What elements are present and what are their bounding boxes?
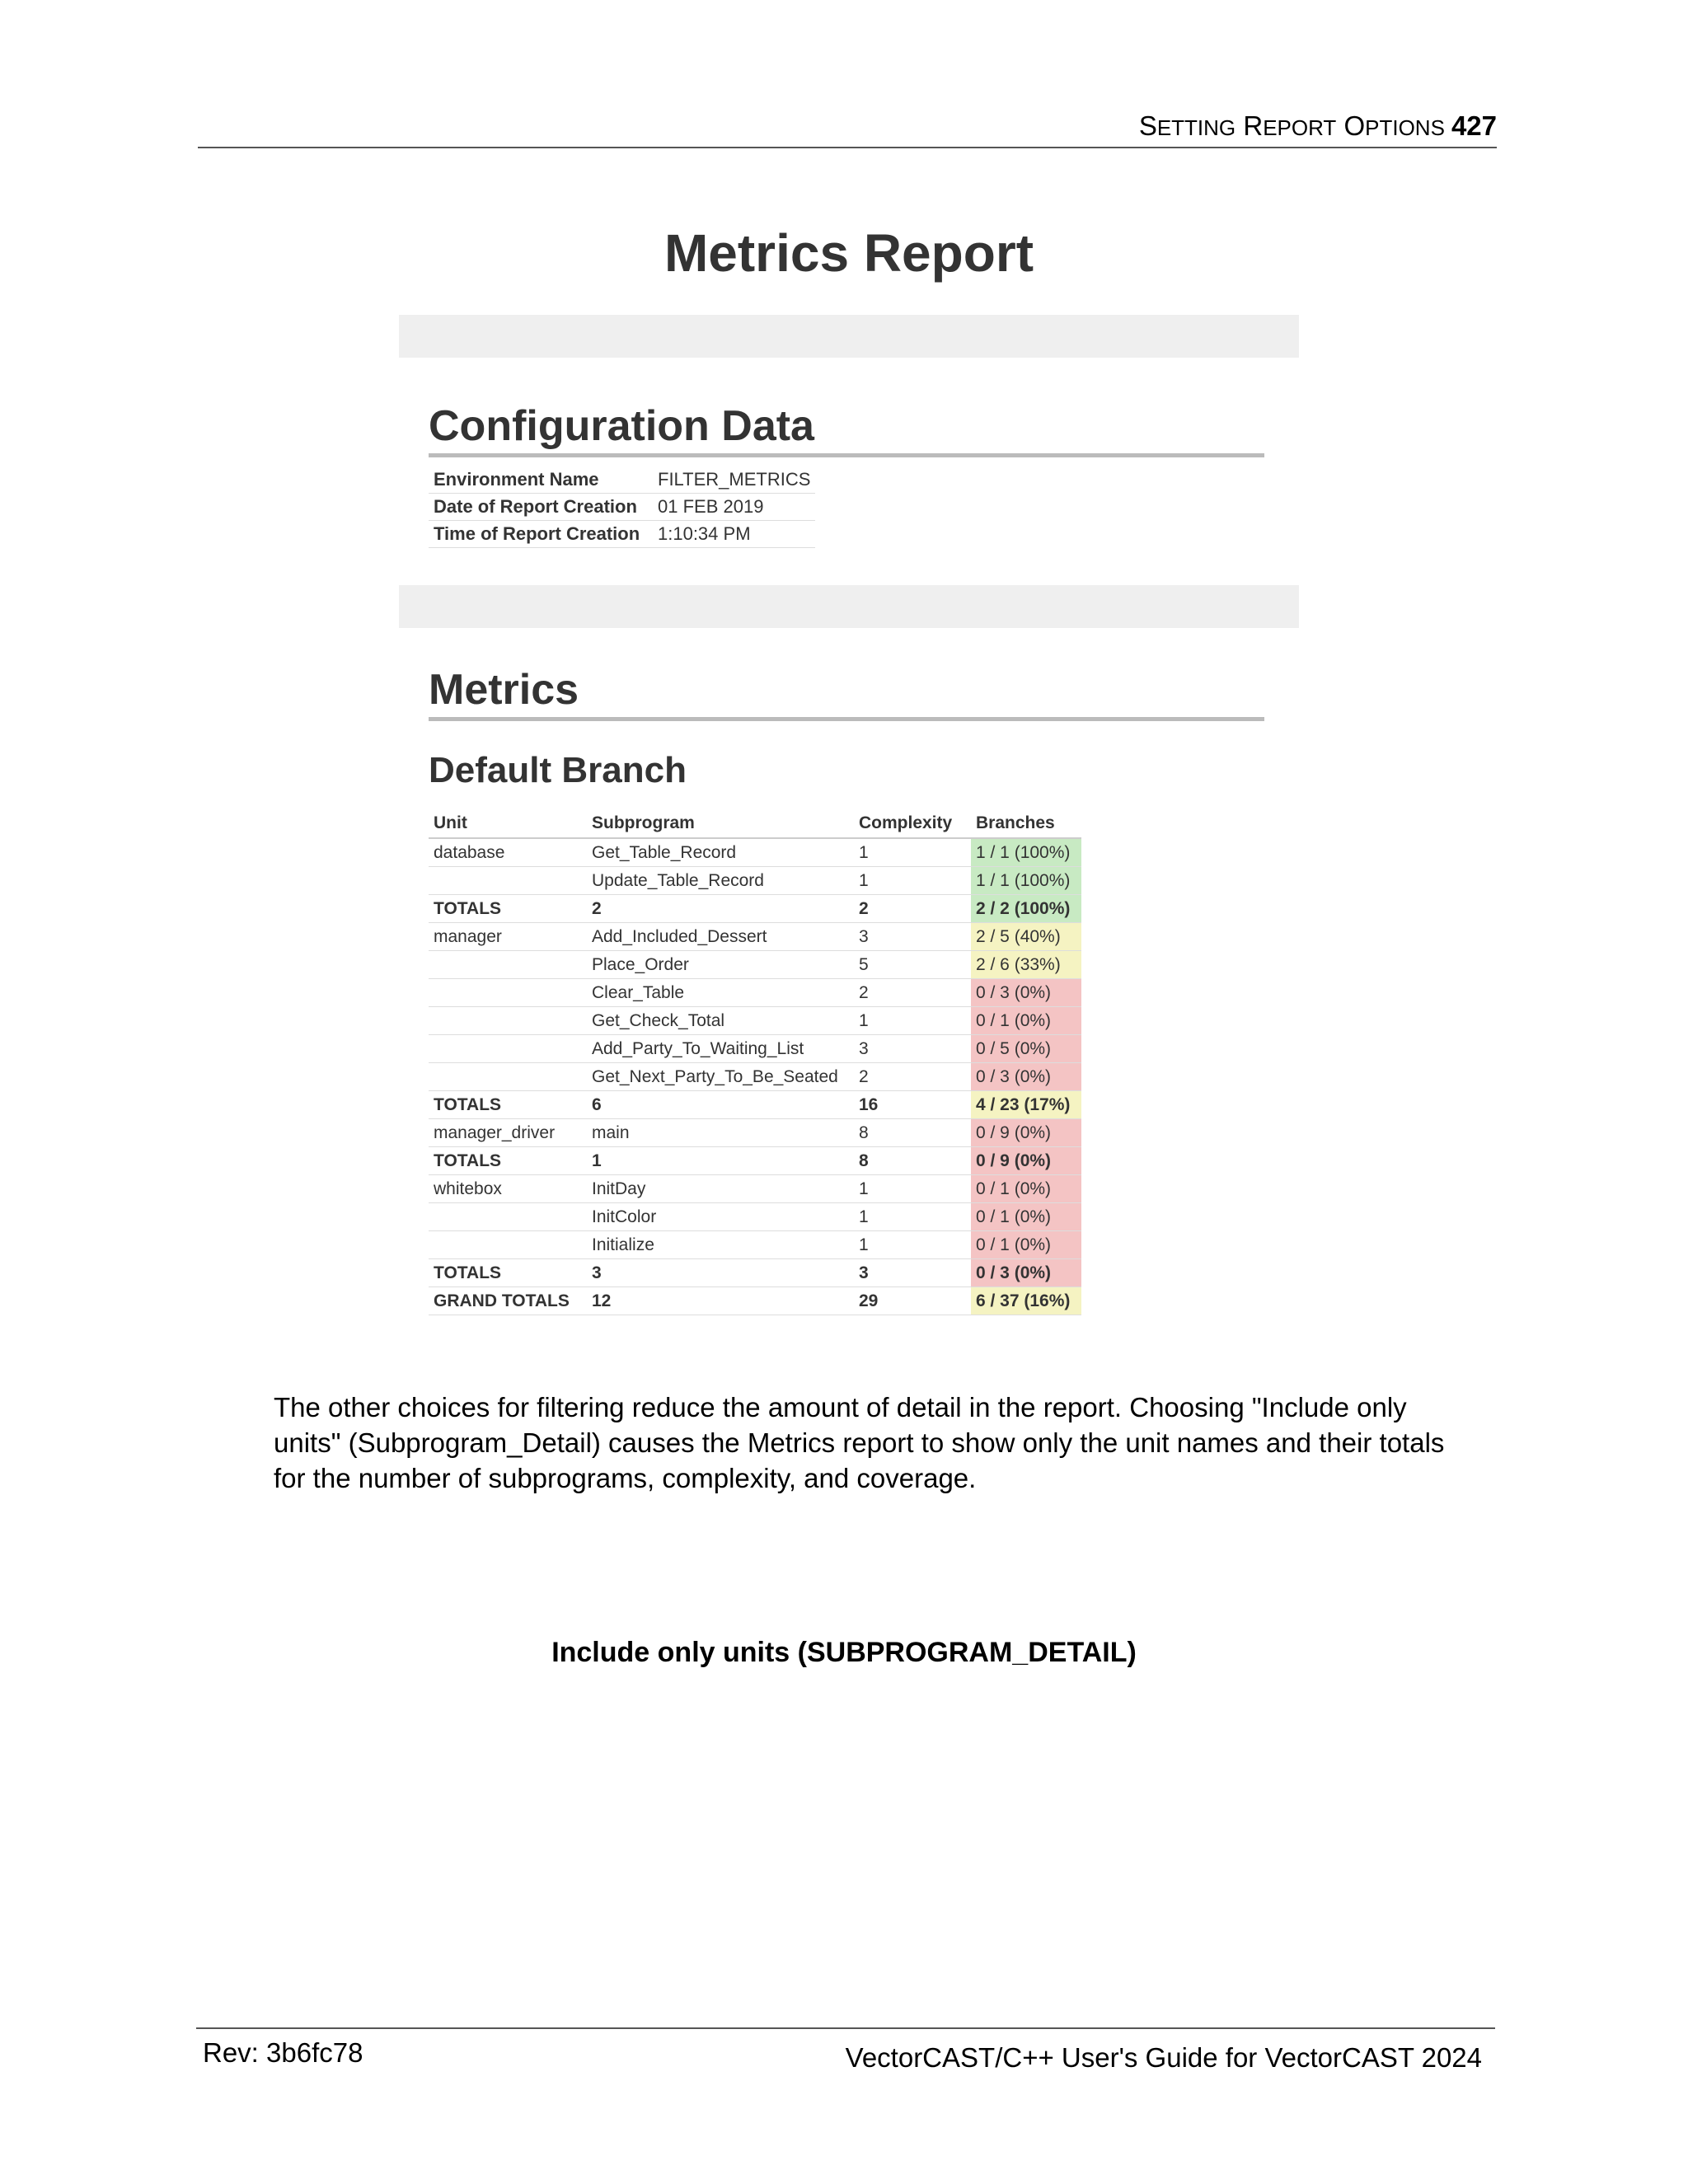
totals-row <box>429 1287 1081 1315</box>
footer-guide-title: VectorCAST/C++ User's Guide for VectorCAST 2024 <box>845 2042 1482 2073</box>
table-row <box>429 867 1081 895</box>
complexity-cell: 1 <box>854 838 971 867</box>
complexity-cell: 3 <box>854 923 971 951</box>
subprogram-cell: 2 <box>587 895 854 923</box>
column-header: Unit <box>429 809 587 838</box>
footer-revision: Rev: 3b6fc78 <box>203 2037 363 2068</box>
page-header <box>198 104 1497 148</box>
complexity-cell: 8 <box>854 1119 971 1147</box>
unit-cell <box>429 1063 587 1091</box>
config-table <box>429 466 815 548</box>
complexity-cell: 1 <box>854 1007 971 1035</box>
branches-cell: 4 / 23 (17%) <box>971 1091 1081 1119</box>
subprogram-cell: Initialize <box>587 1231 854 1259</box>
config-row <box>429 494 815 521</box>
branches-cell: 1 / 1 (100%) <box>971 867 1081 895</box>
branches-cell: 6 / 37 (16%) <box>971 1287 1081 1315</box>
table-row <box>429 1175 1081 1203</box>
subprogram-cell: Add_Party_To_Waiting_List <box>587 1035 854 1063</box>
table-row <box>429 838 1081 867</box>
config-key: Environment Name <box>429 466 653 494</box>
config-value: FILTER_METRICS <box>653 466 815 494</box>
report-band <box>399 315 1299 358</box>
complexity-cell: 5 <box>854 951 971 979</box>
table-row <box>429 979 1081 1007</box>
complexity-cell: 1 <box>854 1231 971 1259</box>
totals-row <box>429 1091 1081 1119</box>
figure-caption: Include only units (SUBPROGRAM_DETAIL) <box>551 1637 1137 1668</box>
unit-cell: database <box>429 838 587 867</box>
branches-cell: 0 / 3 (0%) <box>971 1063 1081 1091</box>
branches-cell: 0 / 1 (0%) <box>971 1007 1081 1035</box>
subprogram-cell: Update_Table_Record <box>587 867 854 895</box>
table-row <box>429 1231 1081 1259</box>
table-row <box>429 1119 1081 1147</box>
branches-cell: 0 / 1 (0%) <box>971 1231 1081 1259</box>
config-heading: Configuration Data <box>429 401 1264 457</box>
subprogram-cell: InitColor <box>587 1203 854 1231</box>
table-row <box>429 1007 1081 1035</box>
table-row <box>429 923 1081 951</box>
subprogram-cell: Get_Check_Total <box>587 1007 854 1035</box>
table-row <box>429 1035 1081 1063</box>
unit-cell <box>429 951 587 979</box>
subprogram-cell: 12 <box>587 1287 854 1315</box>
unit-cell <box>429 1035 587 1063</box>
totals-row <box>429 1147 1081 1175</box>
table-row <box>429 1203 1081 1231</box>
subprogram-cell: Clear_Table <box>587 979 854 1007</box>
unit-cell <box>429 979 587 1007</box>
body-paragraph: The other choices for filtering reduce the amount of detail in the report. Choosing "Include only units" (Subprogram_Detail) causes the Metrics report to show only the unit names and their totals for the number of subprograms, complexity, and coverage. <box>274 1392 1445 1493</box>
column-header: Subprogram <box>587 809 854 838</box>
subprogram-cell: 3 <box>587 1259 854 1287</box>
column-header: Complexity <box>854 809 971 838</box>
config-value: 1:10:34 PM <box>653 521 815 548</box>
unit-cell <box>429 867 587 895</box>
subprogram-cell: 1 <box>587 1147 854 1175</box>
unit-cell <box>429 1007 587 1035</box>
branches-cell: 2 / 6 (33%) <box>971 951 1081 979</box>
metrics-table <box>429 809 1081 1315</box>
subprogram-cell: Place_Order <box>587 951 854 979</box>
subprogram-cell: 6 <box>587 1091 854 1119</box>
metrics-report-figure <box>399 223 1299 1327</box>
config-row <box>429 466 815 494</box>
branches-cell: 2 / 5 (40%) <box>971 923 1081 951</box>
complexity-cell: 2 <box>854 979 971 1007</box>
report-band <box>399 585 1299 628</box>
table-header-row <box>429 809 1081 838</box>
unit-cell: manager_driver <box>429 1119 587 1147</box>
complexity-cell: 16 <box>854 1091 971 1119</box>
complexity-cell: 29 <box>854 1287 971 1315</box>
complexity-cell: 2 <box>854 1063 971 1091</box>
branches-cell: 0 / 3 (0%) <box>971 979 1081 1007</box>
branches-cell: 0 / 9 (0%) <box>971 1147 1081 1175</box>
config-row <box>429 521 815 548</box>
branches-cell: 0 / 3 (0%) <box>971 1259 1081 1287</box>
subprogram-cell: Get_Next_Party_To_Be_Seated <box>587 1063 854 1091</box>
unit-cell: TOTALS <box>429 895 587 923</box>
branches-cell: 0 / 1 (0%) <box>971 1175 1081 1203</box>
unit-cell: whitebox <box>429 1175 587 1203</box>
subprogram-cell: Add_Included_Dessert <box>587 923 854 951</box>
subprogram-cell: Get_Table_Record <box>587 838 854 867</box>
unit-cell: TOTALS <box>429 1147 587 1175</box>
running-header: SETTING REPORT OPTIONS 427 <box>1138 110 1497 141</box>
unit-cell: TOTALS <box>429 1091 587 1119</box>
unit-cell: manager <box>429 923 587 951</box>
config-value: 01 FEB 2019 <box>653 494 815 521</box>
report-title: Metrics Report <box>663 223 1034 283</box>
complexity-cell: 3 <box>854 1259 971 1287</box>
complexity-cell: 1 <box>854 867 971 895</box>
branches-cell: 0 / 5 (0%) <box>971 1035 1081 1063</box>
unit-cell: GRAND TOTALS <box>429 1287 587 1315</box>
unit-cell: TOTALS <box>429 1259 587 1287</box>
branches-cell: 0 / 9 (0%) <box>971 1119 1081 1147</box>
table-row <box>429 1063 1081 1091</box>
unit-cell <box>429 1203 587 1231</box>
complexity-cell: 1 <box>854 1203 971 1231</box>
table-row <box>429 951 1081 979</box>
unit-cell <box>429 1231 587 1259</box>
branches-cell: 0 / 1 (0%) <box>971 1203 1081 1231</box>
page-number: 427 <box>1451 110 1497 141</box>
subprogram-cell: main <box>587 1119 854 1147</box>
branches-cell: 1 / 1 (100%) <box>971 838 1081 867</box>
totals-row <box>429 895 1081 923</box>
branch-heading: Default Branch <box>429 750 687 790</box>
footer-rule <box>196 2027 1495 2029</box>
metrics-heading: Metrics <box>429 664 1264 721</box>
config-key: Date of Report Creation <box>429 494 653 521</box>
subprogram-cell: InitDay <box>587 1175 854 1203</box>
branches-cell: 2 / 2 (100%) <box>971 895 1081 923</box>
totals-row <box>429 1259 1081 1287</box>
complexity-cell: 3 <box>854 1035 971 1063</box>
config-key: Time of Report Creation <box>429 521 653 548</box>
complexity-cell: 8 <box>854 1147 971 1175</box>
column-header: Branches <box>971 809 1081 838</box>
complexity-cell: 2 <box>854 895 971 923</box>
complexity-cell: 1 <box>854 1175 971 1203</box>
